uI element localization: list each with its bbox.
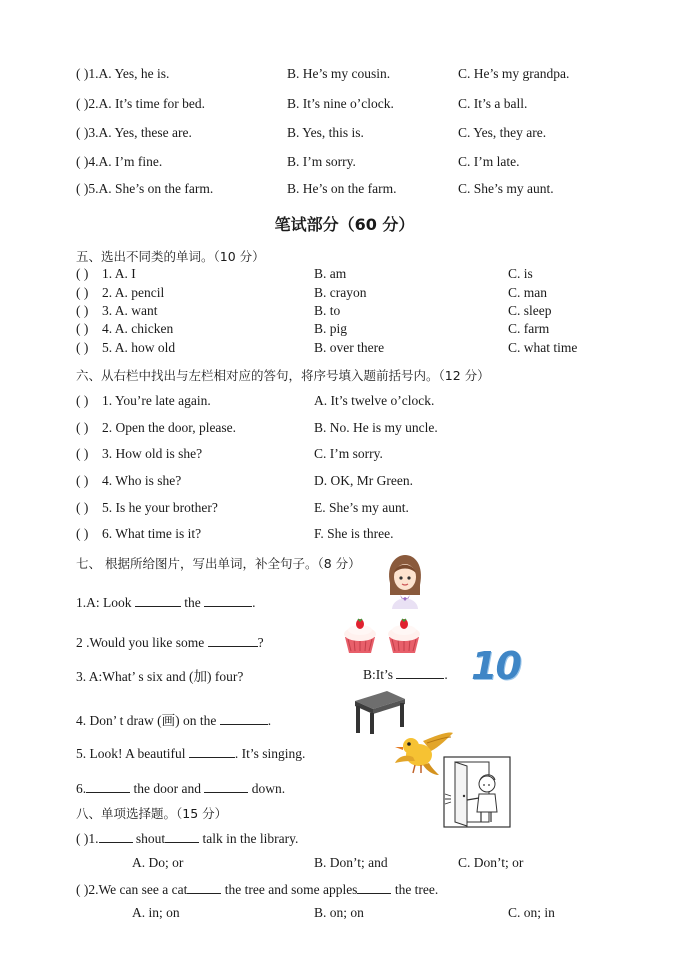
option-c[interactable]: C. Don’t; or [458, 855, 524, 870]
question-text: ( )5.A. She’s on the farm. [76, 181, 214, 196]
question-text: 5. Is he your brother? [102, 500, 218, 515]
fill-sentence-3: 3. A:What’ s six and (加) four? [76, 669, 244, 684]
list-item [0, 500, 689, 520]
option-c: C. man [508, 285, 547, 300]
blank-input[interactable] [189, 744, 235, 758]
fill-sentence-6: 6. the door and down. [76, 781, 286, 796]
option-c: C. Yes, they are. [458, 125, 547, 140]
option-a: 1. A. I [102, 266, 136, 281]
answer-paren[interactable]: ( ) [76, 303, 89, 318]
option-a: 2. A. pencil [102, 285, 165, 300]
mc-question-2: ( )2.We can see a cat the tree and some apples the tree. [76, 882, 439, 897]
option-b[interactable]: B. Don’t; and [314, 855, 388, 870]
answer-paren[interactable]: ( ) [76, 266, 89, 281]
answer-paren[interactable]: ( ) [76, 420, 89, 435]
list-item [0, 181, 689, 201]
option-c: C. She’s my aunt. [458, 181, 554, 196]
list-item [0, 321, 689, 341]
blank-input[interactable] [99, 829, 133, 843]
option-b: B. It’s nine o’clock. [287, 96, 394, 111]
mc-options-2 [0, 905, 689, 925]
list-item [0, 340, 689, 360]
list-item [0, 420, 689, 440]
section8-heading: 八、单项选择题。（15 分） [76, 806, 228, 821]
option-c: C. I’m late. [458, 154, 520, 169]
option-a: 4. A. chicken [102, 321, 174, 336]
option-c: C. is [508, 266, 533, 281]
mc-options-1 [0, 855, 689, 875]
blank-input[interactable] [357, 880, 391, 894]
blank-input[interactable] [396, 665, 444, 679]
answer-paren[interactable]: ( ) [76, 393, 89, 408]
list-item [0, 66, 689, 86]
section5-heading: 五、选出不同类的单词。（10 分） [76, 249, 265, 264]
answer-paren[interactable]: ( ) [76, 340, 89, 355]
blank-input[interactable] [187, 880, 221, 894]
list-item [0, 303, 689, 323]
answer-paren[interactable]: ( ) [76, 831, 89, 846]
blank-input[interactable] [204, 593, 252, 607]
list-item [0, 473, 689, 493]
answer-option: A. It’s twelve o’clock. [314, 393, 435, 408]
fill-sentence-1: 1.A: Look the . [76, 595, 256, 610]
answer-option: B. No. He is my uncle. [314, 420, 438, 435]
option-b[interactable]: B. on; on [314, 905, 364, 920]
question-text: ( )1.A. Yes, he is. [76, 66, 170, 81]
option-c: C. farm [508, 321, 550, 336]
blank-input[interactable] [86, 779, 130, 793]
blank-input[interactable] [208, 633, 258, 647]
answer-option: D. OK, Mr Green. [314, 473, 413, 488]
option-b: B. pig [314, 321, 348, 336]
list-item [0, 266, 689, 286]
number-ten-picture: 10 [471, 644, 520, 688]
answer-paren[interactable]: ( ) [76, 500, 89, 515]
answer-paren[interactable]: ( ) [76, 882, 89, 897]
option-a: 5. A. how old [102, 340, 176, 355]
list-item [0, 526, 689, 546]
blank-input[interactable] [220, 711, 268, 725]
question-text: 1. You’re late again. [102, 393, 211, 408]
fill-sentence-4: 4. Don’ t draw (画) on the . [76, 713, 272, 728]
list-item [0, 393, 689, 413]
fill-sentence-3-answer: B:It’s . [363, 667, 448, 682]
answer-paren[interactable]: ( ) [76, 321, 89, 336]
list-item [0, 154, 689, 174]
answer-paren[interactable]: ( ) [76, 446, 89, 461]
list-item [0, 125, 689, 145]
option-c: C. what time [508, 340, 578, 355]
answer-option: F. She is three. [314, 526, 394, 541]
option-b: B. Yes, this is. [287, 125, 364, 140]
option-c[interactable]: C. on; in [508, 905, 555, 920]
option-b: B. to [314, 303, 341, 318]
fill-sentence-2: 2 .Would you like some ? [76, 635, 264, 650]
option-c: C. It’s a ball. [458, 96, 528, 111]
option-c: C. He’s my grandpa. [458, 66, 570, 81]
question-text: ( )2.A. It’s time for bed. [76, 96, 205, 111]
fill-sentence-5: 5. Look! A beautiful . It’s singing. [76, 746, 306, 761]
cupcakes-picture-icon [342, 617, 422, 655]
list-item [0, 285, 689, 305]
answer-paren[interactable]: ( ) [76, 285, 89, 300]
open-door-picture-icon [443, 756, 511, 828]
option-b: B. He’s on the farm. [287, 181, 397, 196]
section6-heading: 六、从右栏中找出与左栏相对应的答句，将序号填入题前括号内。（12 分） [76, 368, 490, 383]
answer-option: E. She’s my aunt. [314, 500, 409, 515]
blank-input[interactable] [165, 829, 199, 843]
question-text: 2. Open the door, please. [102, 420, 237, 435]
list-item [0, 96, 689, 116]
question-text: 3. How old is she? [102, 446, 203, 461]
girl-picture-icon [384, 553, 426, 609]
list-item [0, 446, 689, 466]
option-b: B. I’m sorry. [287, 154, 356, 169]
blank-input[interactable] [135, 593, 181, 607]
question-text: 6. What time is it? [102, 526, 202, 541]
answer-option: C. I’m sorry. [314, 446, 383, 461]
option-b: B. over there [314, 340, 385, 355]
question-text: ( )4.A. I’m fine. [76, 154, 163, 169]
blank-input[interactable] [204, 779, 248, 793]
option-a: 3. A. want [102, 303, 158, 318]
question-text: ( )3.A. Yes, these are. [76, 125, 192, 140]
answer-paren[interactable]: ( ) [76, 473, 89, 488]
option-b: B. am [314, 266, 347, 281]
mc-question-1: ( )1. shout talk in the library. [76, 831, 299, 846]
answer-paren[interactable]: ( ) [76, 526, 89, 541]
written-part-title: 笔试部分（60 分） [274, 215, 415, 234]
option-a[interactable]: A. Do; or [132, 855, 184, 870]
option-b: B. He’s my cousin. [287, 66, 391, 81]
question-text: 4. Who is she? [102, 473, 182, 488]
section7-heading: 七、 根据所给图片，写出单词，补全句子。（8 分） [76, 556, 361, 571]
option-a[interactable]: A. in; on [132, 905, 180, 920]
option-c: C. sleep [508, 303, 552, 318]
option-b: B. crayon [314, 285, 367, 300]
